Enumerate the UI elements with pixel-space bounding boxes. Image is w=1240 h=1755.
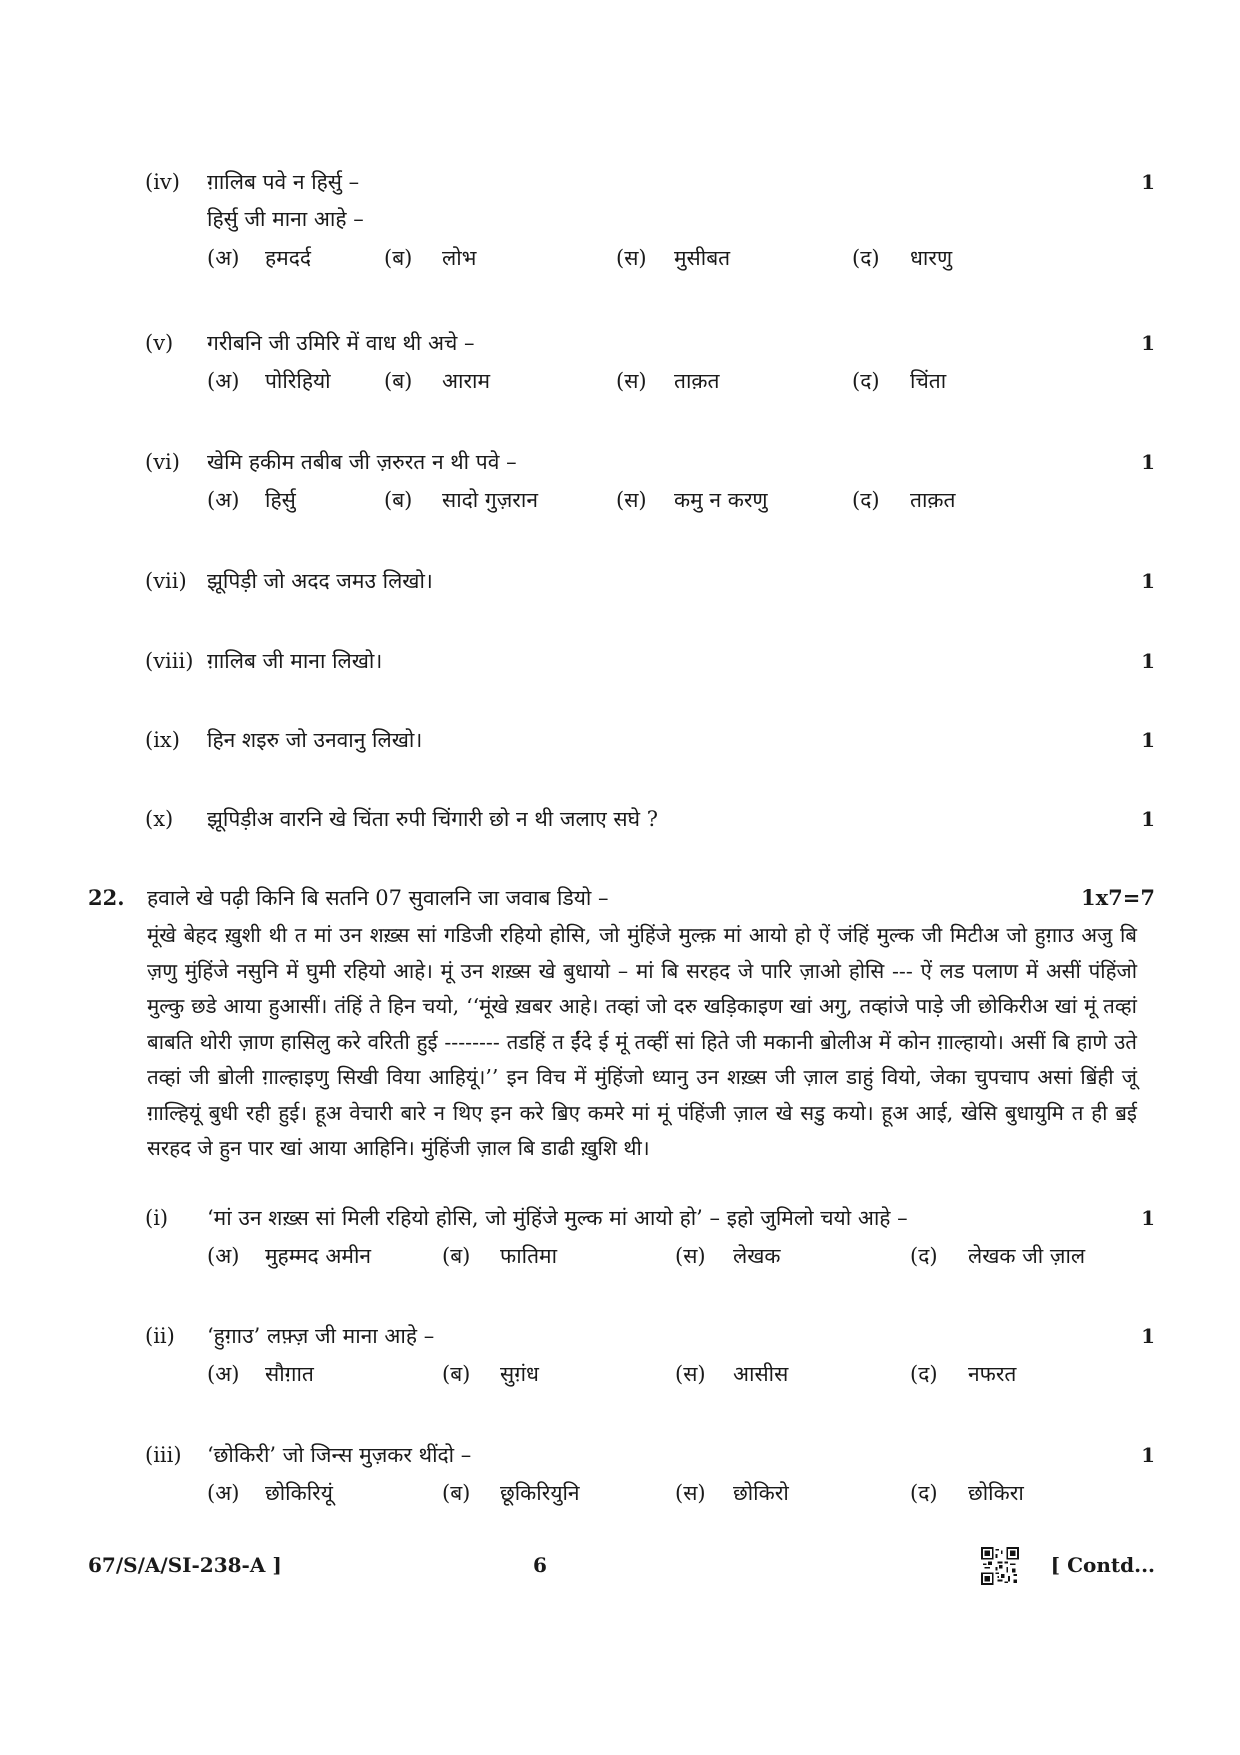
- question-text: ग़ालिब जी माना लिखो।: [207, 649, 383, 673]
- question-number: (i): [145, 1206, 169, 1230]
- question-text: ‘मां उन शख़्स सां मिली रहियो होसि, जो मुंहिंजे मुल्क मां आयो हो’ – इहो जुमिलो चयो आहे –: [207, 1206, 908, 1230]
- option-b: (ब) सादो गुज़रान: [384, 488, 538, 512]
- option-c: (स) लेखक: [675, 1244, 781, 1268]
- question-viii: [145, 643, 1155, 679]
- option-c: (स) छोकिरो: [675, 1481, 789, 1505]
- question-text: खेमि हकीम तबीब जी ज़रुरत न थी पवे –: [207, 450, 517, 474]
- question-text: गरीबनि जी उमिरि में वाध थी अचे –: [207, 331, 475, 355]
- option-d: (द) नफरत: [910, 1362, 1017, 1386]
- option-a: (अ) हिर्सु: [207, 488, 296, 512]
- question-22-iii: [145, 1437, 1155, 1513]
- question-marks: 1: [1141, 450, 1155, 474]
- option-b: (ब) छूकिरियुनि: [442, 1481, 580, 1505]
- question-number: (vi): [145, 450, 180, 474]
- option-d: (द) धारणु: [852, 246, 953, 270]
- question-text: ‘हुग़ाउ’ लफ़्ज़ जी माना आहे –: [207, 1324, 435, 1348]
- question-text: ‘छोकिरी’ जो जिन्स मुज़कर थींदो –: [207, 1443, 472, 1467]
- question-ix: [145, 722, 1155, 758]
- option-a: (अ) पोरिहियो: [207, 369, 331, 393]
- question-marks: 1: [1141, 170, 1155, 194]
- option-d: (द) छोकिरा: [910, 1481, 1024, 1505]
- question-x: [145, 801, 1155, 837]
- question-number: (iv): [145, 170, 180, 194]
- options-row: [145, 1473, 1155, 1513]
- option-a: (अ) छोकिरियूं: [207, 1481, 333, 1505]
- question-number: (ix): [145, 728, 180, 752]
- option-a: (अ) हमदर्द: [207, 246, 312, 270]
- options-row: [145, 480, 1155, 520]
- continued-label: [ Contd...: [1050, 1553, 1155, 1577]
- question-marks: 1: [1141, 649, 1155, 673]
- question-marks: 1: [1141, 728, 1155, 752]
- question-text: झूपिड़ी जो अदद जमउ लिखो।: [207, 569, 433, 593]
- question-text: हिन शइरु जो उनवानु लिखो।: [207, 728, 423, 752]
- qr-code-icon: [981, 1547, 1019, 1585]
- question-v: [145, 325, 1155, 401]
- question-marks: 1: [1141, 1324, 1155, 1348]
- question-number: (x): [145, 807, 174, 831]
- question-marks: 1: [1141, 1443, 1155, 1467]
- reading-passage: मूंखे बेहद ख़ुशी थी त मां उन शख़्स सां गडिजी रहियो होसि, जो मुंहिंजे मुल्क़ मां आयो हो ऐं जंहिं मुल्क जी मिटीअ जो हुग़ाउ अजु बि ज़णु मुंहिंजे नसुनि में घुमी रहियो आहे। मूं उन शख़्स खे बुधायो – मां बि सरहद जे पारि ज़ाओ होसि --- ऐं लड पलाण में असीं पंहिंजो मुल्कु छडे आया हुआसीं। तंहिं ते हिन चयो, ‘‘मूंखे ख़बर आहे। तव्हां जो दरु खड़िकाइण खां अगु, तव्हांजे पाड़े जी छोकिरीअ खां मूं तव्हां बाबति थोरी ज़ाण हासिलु करे वरिती हुई -------- तडहिं त ईंदे ई मूं तव्हीं सां हिते जी मकानी ॿोलीअ में कोन ग़ाल्हायो। असीं बि हाणे उते तव्हां जी ॿोली ग़ाल्हाइणु सिखी विया आहियूं।’’ इन विच में मुंहिंजो ध्यानु उन शख़्स जी ज़ाल डाहुं वियो, जेका चुपचाप असां ॿिंही जूं ग़ाल्हियूं बुधी रही हुई। हूअ वेचारी बारे न थिए इन करे ॿिए कमरे मां मूं पंहिंजी ज़ाल खे सडु कयो। हूअ आई, खेसि बुधायुमि त ही ॿई सरहद जे हुन पार खां आया आहिनि। मुंहिंजी ज़ाल बि डाढी ख़ुशि थी।: [147, 923, 1137, 1160]
- question-marks: 1: [1141, 807, 1155, 831]
- options-row: [145, 238, 1155, 278]
- question-iv: [145, 164, 1155, 278]
- options-row: [145, 1354, 1155, 1394]
- paper-code: 67/S/A/SI-238-A ]: [88, 1553, 282, 1577]
- option-d: (द) चिंता: [852, 369, 947, 393]
- question-number: (viii): [145, 649, 194, 673]
- question-22-ii: [145, 1318, 1155, 1394]
- question-number: (iii): [145, 1443, 182, 1467]
- question-subline: हिर्सु जी माना आहे –: [207, 207, 364, 231]
- option-a: (अ) सौग़ात: [207, 1362, 314, 1386]
- question-text: ग़ालिब पवे न हिर्सु –: [207, 170, 360, 194]
- question-marks: 1: [1141, 569, 1155, 593]
- question-marks: 1: [1141, 1206, 1155, 1230]
- option-b: (ब) आराम: [384, 369, 491, 393]
- option-c: (स) मुसीबत: [616, 246, 731, 270]
- question-marks: 1x7=7: [1081, 885, 1155, 910]
- option-d: (द) ताक़त: [852, 488, 956, 512]
- question-vii: [145, 563, 1155, 599]
- question-number: (ii): [145, 1324, 175, 1348]
- question-vi: [145, 444, 1155, 520]
- page-number: 6: [533, 1553, 547, 1577]
- options-row: [145, 1236, 1155, 1276]
- question-22-heading: [88, 880, 1155, 916]
- option-c: (स) कमु न करणु: [616, 488, 768, 512]
- question-text: झूपिड़ीअ वारनि खे चिंता रुपी चिंगारी छो न थी जलाए सघे ?: [207, 807, 658, 831]
- option-a: (अ) मुहम्मद अमीन: [207, 1244, 372, 1268]
- option-b: (ब) फातिमा: [442, 1244, 558, 1268]
- question-number: 22.: [88, 885, 125, 910]
- option-d: (द) लेखक जी ज़ाल: [910, 1244, 1086, 1268]
- question-22-i: [145, 1200, 1155, 1276]
- option-c: (स) ताक़त: [616, 369, 720, 393]
- option-b: (ब) लोभ: [384, 246, 477, 270]
- option-c: (स) आसीस: [675, 1362, 789, 1386]
- options-row: [145, 361, 1155, 401]
- option-b: (ब) सुग़ंध: [442, 1362, 539, 1386]
- question-instruction: हवाले खे पढ़ी किनि बि सतनि 07 सुवालनि जा जवाब डियो –: [147, 886, 609, 910]
- question-marks: 1: [1141, 331, 1155, 355]
- question-number: (vii): [145, 569, 187, 593]
- page-footer: [88, 1545, 1155, 1585]
- question-number: (v): [145, 331, 174, 355]
